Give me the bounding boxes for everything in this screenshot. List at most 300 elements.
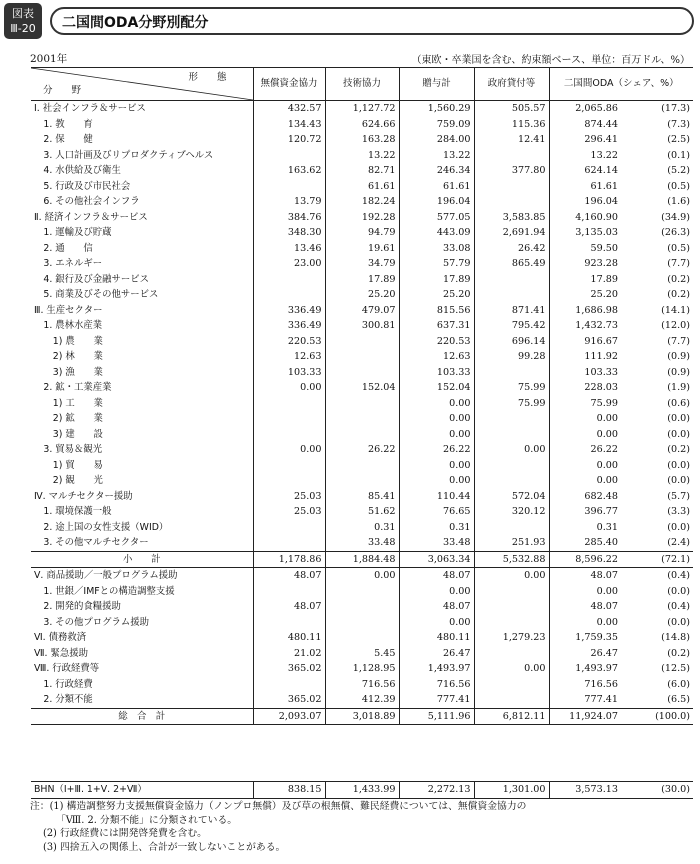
row-label: 3. その他プログラム援助: [34, 616, 149, 628]
share-cell: (14.8): [661, 632, 691, 643]
grant-total-cell: 48.07: [399, 599, 474, 615]
grant-total-cell: 0.00: [399, 411, 474, 427]
bilateral-oda-cell: 285.40: [549, 535, 621, 551]
grant-aid-cell: 134.43: [253, 117, 325, 133]
grant-total-cell: 110.44: [399, 489, 474, 505]
technical-cooperation-cell: 85.41: [325, 489, 399, 505]
row-label: 1) 農 業: [34, 335, 103, 347]
share-cell: (1.6): [667, 196, 691, 207]
row-label: BHN（Ⅰ+Ⅲ. 1+Ⅴ. 2+Ⅶ）: [34, 784, 147, 795]
row-label: Ⅷ. 行政経費等: [34, 663, 100, 674]
row-label: 3. その他マルチセクター: [34, 537, 149, 548]
grant-aid-cell: 21.02: [253, 646, 325, 662]
table-row: [31, 148, 693, 164]
bilateral-oda-cell: 48.07: [549, 599, 621, 615]
share-cell: (0.4): [667, 570, 691, 581]
row-label: 2) 林 業: [34, 351, 103, 362]
grant-aid-cell: 480.11: [253, 630, 325, 646]
bilateral-oda-cell: 17.89: [549, 272, 621, 288]
table-row: [31, 396, 693, 412]
grant-aid-cell: [253, 148, 325, 164]
row-label: 2. 鉱・工業産業: [34, 382, 112, 393]
technical-cooperation-cell: [325, 427, 399, 443]
bilateral-oda-cell: 196.04: [549, 194, 621, 210]
col-header-grant-aid: 無償資金協力: [253, 68, 325, 101]
table-row: [31, 692, 693, 708]
technical-cooperation-cell: 25.20: [325, 287, 399, 303]
grant-total-cell: 103.33: [399, 365, 474, 381]
government-loans-cell: [474, 194, 549, 210]
grant-total-cell: 76.65: [399, 504, 474, 520]
grant-aid-cell: [253, 458, 325, 474]
technical-cooperation-cell: 412.39: [325, 692, 399, 708]
year-label: 2001年: [30, 53, 68, 65]
grant-aid-cell: 336.49: [253, 318, 325, 334]
grant-aid-cell: 365.02: [253, 692, 325, 708]
grant-aid-cell: 48.07: [253, 568, 325, 584]
grant-total-cell: 1,560.29: [399, 101, 474, 117]
technical-cooperation-cell: 19.61: [325, 241, 399, 257]
row-label: 2. 通 信: [34, 242, 93, 254]
grant-total-cell: 25.20: [399, 287, 474, 303]
table-row: [31, 380, 693, 396]
grant-total-cell: 246.34: [399, 163, 474, 179]
technical-cooperation-cell: 34.79: [325, 256, 399, 272]
grant-aid-cell: 13.79: [253, 194, 325, 210]
grant-aid-cell: 13.46: [253, 241, 325, 257]
row-label: 1. 農林水産業: [34, 320, 103, 331]
bilateral-oda-cell: 1,686.98: [549, 303, 621, 319]
grant-aid-cell: 12.63: [253, 349, 325, 365]
bilateral-oda-cell: 396.77: [549, 504, 621, 520]
government-loans-cell: [474, 473, 549, 489]
row-label: 3. 貿易＆観光: [34, 444, 103, 455]
grant-aid-cell: 384.76: [253, 210, 325, 226]
grant-aid-cell: [253, 287, 325, 303]
government-loans-cell: [474, 148, 549, 164]
table-row: [31, 163, 693, 179]
grant-total-cell: 0.00: [399, 427, 474, 443]
grant-total-cell: 0.00: [399, 396, 474, 412]
grant-aid-cell: [253, 677, 325, 693]
bilateral-oda-cell: 59.50: [549, 241, 621, 257]
government-loans-cell: [474, 677, 549, 693]
bilateral-oda-cell: 2,065.86: [549, 101, 621, 117]
share-cell: (100.0): [621, 708, 693, 725]
share-cell: (0.6): [667, 397, 691, 409]
table-body-other: [31, 568, 693, 709]
table-row: [31, 179, 693, 195]
grant-total-cell: 443.09: [399, 225, 474, 241]
bilateral-oda-cell: 48.07: [549, 568, 621, 584]
bilateral-oda-cell: 0.00: [549, 615, 621, 631]
bilateral-oda-cell: 75.99: [549, 396, 621, 412]
row-label: 2. 分類不能: [34, 694, 93, 705]
government-loans-cell: 251.93: [474, 535, 549, 551]
grant-aid-cell: 25.03: [253, 504, 325, 520]
government-loans-cell: [474, 272, 549, 288]
table-row: [31, 241, 693, 257]
grant-aid-cell: 163.62: [253, 163, 325, 179]
bilateral-oda-cell: 923.28: [549, 256, 621, 272]
technical-cooperation-cell: 0.31: [325, 520, 399, 536]
government-loans-cell: [474, 365, 549, 381]
table-row: [31, 630, 693, 646]
technical-cooperation-cell: [325, 599, 399, 615]
technical-cooperation-cell: 152.04: [325, 380, 399, 396]
bhn-body: [31, 782, 693, 799]
bilateral-oda-cell: 61.61: [549, 179, 621, 195]
share-cell: (0.4): [667, 601, 691, 612]
table-row: [31, 708, 693, 725]
government-loans-cell: [474, 692, 549, 708]
government-loans-cell: 2,691.94: [474, 225, 549, 241]
bilateral-oda-cell: 0.31: [549, 520, 621, 536]
row-label: 1. 運輸及び貯蔵: [34, 227, 112, 238]
note-2: (2) 行政経費には開発啓発費を含む。: [43, 828, 207, 839]
grant-aid-cell: 220.53: [253, 334, 325, 350]
government-loans-cell: 1,279.23: [474, 630, 549, 646]
bilateral-oda-cell: 13.22: [549, 148, 621, 164]
table-row: [31, 334, 693, 350]
grant-aid-cell: [253, 520, 325, 536]
row-label: Ⅰ. 社会インフラ＆サービス: [34, 103, 146, 114]
technical-cooperation-cell: 1,433.99: [325, 782, 399, 799]
grant-aid-cell: 348.30: [253, 225, 325, 241]
technical-cooperation-cell: [325, 396, 399, 412]
table-row: [31, 442, 693, 458]
bilateral-oda-cell: 716.56: [549, 677, 621, 693]
table-row: [31, 504, 693, 520]
grant-aid-cell: 23.00: [253, 256, 325, 272]
government-loans-cell: [474, 646, 549, 662]
row-label: 2) 鉱 業: [34, 413, 103, 424]
grant-aid-cell: [253, 396, 325, 412]
technical-cooperation-cell: 94.79: [325, 225, 399, 241]
share-cell: (7.3): [667, 118, 691, 130]
bilateral-oda-cell: 4,160.90: [549, 210, 621, 226]
share-cell: (0.2): [667, 444, 691, 455]
government-loans-cell: 572.04: [474, 489, 549, 505]
grant-total-cell: 577.05: [399, 210, 474, 226]
technical-cooperation-cell: 26.22: [325, 442, 399, 458]
bilateral-oda-cell: 8,596.22: [549, 551, 621, 568]
row-label: 1. 世銀／IMFとの構造調整支援: [34, 585, 175, 597]
grant-total-cell: 0.00: [399, 473, 474, 489]
table-row: [31, 677, 693, 693]
table-row: [31, 568, 693, 584]
government-loans-cell: 320.12: [474, 504, 549, 520]
share-cell: (0.0): [667, 616, 691, 628]
row-label: 5. 行政及び市民社会: [34, 180, 131, 192]
government-loans-cell: 115.36: [474, 117, 549, 133]
figure-tag: [4, 3, 42, 39]
table-row: [31, 427, 693, 443]
government-loans-cell: 377.80: [474, 163, 549, 179]
table-row: [31, 210, 693, 226]
bilateral-oda-cell: 777.41: [549, 692, 621, 708]
grant-total-cell: 57.79: [399, 256, 474, 272]
row-label: 6. その他社会インフラ: [34, 196, 140, 207]
technical-cooperation-cell: [325, 349, 399, 365]
table-row: [31, 194, 693, 210]
government-loans-cell: [474, 615, 549, 631]
table-row: [31, 489, 693, 505]
table-row: [31, 520, 693, 536]
grant-total-cell: 1,493.97: [399, 661, 474, 677]
government-loans-cell: 0.00: [474, 442, 549, 458]
technical-cooperation-cell: 82.71: [325, 163, 399, 179]
bilateral-oda-cell: 682.48: [549, 489, 621, 505]
row-label: 3) 建 設: [34, 428, 103, 440]
government-loans-cell: [474, 411, 549, 427]
government-loans-cell: 5,532.88: [474, 551, 549, 568]
grant-aid-cell: 838.15: [253, 782, 325, 799]
bilateral-oda-cell: 874.44: [549, 117, 621, 133]
col-header-bilateral-oda-share: 二国間ODA（シェア、%）: [549, 68, 693, 101]
technical-cooperation-cell: 479.07: [325, 303, 399, 319]
government-loans-cell: 26.42: [474, 241, 549, 257]
government-loans-cell: 795.42: [474, 318, 549, 334]
technical-cooperation-cell: 51.62: [325, 504, 399, 520]
grant-aid-cell: [253, 427, 325, 443]
table-row: [31, 132, 693, 148]
share-cell: (0.5): [667, 180, 691, 192]
technical-cooperation-cell: [325, 334, 399, 350]
row-label: Ⅵ. 債務救済: [34, 632, 87, 643]
technical-cooperation-cell: 5.45: [325, 646, 399, 662]
grant-total-cell: 13.22: [399, 148, 474, 164]
table-row: [31, 646, 693, 662]
bilateral-oda-cell: 26.22: [549, 442, 621, 458]
bilateral-oda-cell: 0.00: [549, 473, 621, 489]
row-label: 総 合 計: [31, 708, 253, 725]
technical-cooperation-cell: [325, 458, 399, 474]
share-cell: (30.0): [661, 784, 690, 795]
table-row: [31, 256, 693, 272]
grant-total-cell: 220.53: [399, 334, 474, 350]
note-3: (3) 四捨五入の関係上、合計が一致しないことがある。: [43, 841, 286, 853]
col-header-grant-total: 贈与計: [399, 68, 474, 101]
government-loans-cell: 0.00: [474, 661, 549, 677]
header-corner-cell: [31, 68, 253, 101]
share-cell: (0.0): [667, 585, 691, 597]
bilateral-oda-cell: 0.00: [549, 458, 621, 474]
technical-cooperation-cell: 3,018.89: [325, 708, 399, 725]
share-cell: (0.0): [667, 428, 691, 440]
bilateral-oda-cell: 1,759.35: [549, 630, 621, 646]
grant-aid-cell: [253, 411, 325, 427]
grant-aid-cell: 2,093.07: [253, 708, 325, 725]
technical-cooperation-cell: [325, 365, 399, 381]
bilateral-oda-cell: 0.00: [549, 427, 621, 443]
grant-aid-cell: 365.02: [253, 661, 325, 677]
share-cell: (12.5): [661, 663, 691, 674]
grant-aid-cell: 432.57: [253, 101, 325, 117]
government-loans-cell: [474, 179, 549, 195]
grant-total-cell: 5,111.96: [399, 708, 474, 725]
technical-cooperation-cell: 0.00: [325, 568, 399, 584]
row-label: 小 計: [31, 551, 253, 568]
government-loans-cell: [474, 287, 549, 303]
grant-aid-cell: [253, 272, 325, 288]
grant-total-cell: 2,272.13: [399, 782, 474, 799]
technical-cooperation-cell: 192.28: [325, 210, 399, 226]
table-row: [31, 101, 693, 117]
row-label: 2. 開発的食糧援助: [34, 601, 121, 612]
government-loans-cell: 75.99: [474, 396, 549, 412]
share-cell: (0.0): [667, 459, 691, 471]
row-label: 1. 行政経費: [34, 678, 93, 690]
row-label: 1) 工 業: [34, 397, 103, 409]
row-label: 5. 商業及びその他サービス: [34, 289, 159, 300]
grant-total-cell: 759.09: [399, 117, 474, 133]
grant-aid-cell: [253, 473, 325, 489]
row-label: 2) 観 光: [34, 475, 103, 486]
table-row: [31, 535, 693, 551]
technical-cooperation-cell: [325, 411, 399, 427]
government-loans-cell: 6,812.11: [474, 708, 549, 725]
share-cell: (5.2): [667, 165, 691, 176]
table-body-total: [31, 708, 693, 725]
grant-aid-cell: [253, 584, 325, 600]
bilateral-oda-cell: 11,924.07: [549, 708, 621, 725]
bilateral-oda-cell: 26.47: [549, 646, 621, 662]
row-label: 2. 途上国の女性支援（WID）: [34, 521, 169, 533]
bilateral-oda-cell: 111.92: [549, 349, 621, 365]
government-loans-cell: 75.99: [474, 380, 549, 396]
table-row: [31, 365, 693, 381]
row-label: 4. 銀行及び金融サービス: [34, 273, 150, 285]
grant-total-cell: 17.89: [399, 272, 474, 288]
table-row: [31, 458, 693, 474]
technical-cooperation-cell: 17.89: [325, 272, 399, 288]
government-loans-cell: [474, 427, 549, 443]
row-label: Ⅳ. マルチセクター援助: [34, 490, 133, 502]
grant-total-cell: 716.56: [399, 677, 474, 693]
share-cell: (0.0): [667, 475, 691, 486]
grant-aid-cell: 48.07: [253, 599, 325, 615]
share-cell: (0.9): [667, 366, 691, 378]
grant-total-cell: 0.00: [399, 458, 474, 474]
figure-title: 二国間ODA分野別配分: [62, 15, 209, 31]
technical-cooperation-cell: 182.24: [325, 194, 399, 210]
bilateral-oda-cell: 228.03: [549, 380, 621, 396]
table-row: [31, 287, 693, 303]
table-row: [31, 782, 693, 799]
share-cell: (6.5): [667, 694, 691, 705]
grant-total-cell: 0.00: [399, 615, 474, 631]
government-loans-cell: 505.57: [474, 101, 549, 117]
table-row: [31, 272, 693, 288]
table-body-subtotal: [31, 551, 693, 568]
bilateral-oda-cell: 3,135.03: [549, 225, 621, 241]
bilateral-oda-cell: 103.33: [549, 365, 621, 381]
row-label: 1. 環境保護一般: [34, 506, 112, 517]
table-row: [31, 225, 693, 241]
technical-cooperation-cell: 716.56: [325, 677, 399, 693]
grant-total-cell: 284.00: [399, 132, 474, 148]
technical-cooperation-cell: [325, 584, 399, 600]
notes: [30, 800, 695, 854]
unit-conditions: （東欧・卒業国を含む、約束額ベース、単位：百万ドル、%）: [411, 55, 690, 66]
col-header-government-loans: 政府貸付等: [474, 68, 549, 101]
technical-cooperation-cell: 1,127.72: [325, 101, 399, 117]
bilateral-oda-cell: 0.00: [549, 584, 621, 600]
table-row: [31, 117, 693, 133]
row-label: 2. 保 健: [34, 134, 93, 145]
technical-cooperation-cell: 13.22: [325, 148, 399, 164]
row-label: 4. 水供給及び衛生: [34, 165, 121, 176]
bilateral-oda-cell: 3,573.13: [549, 782, 621, 799]
row-label: Ⅴ. 商品援助／一般プログラム援助: [34, 570, 178, 581]
oda-allocation-table: [31, 67, 693, 725]
technical-cooperation-cell: 300.81: [325, 318, 399, 334]
share-cell: (0.9): [667, 351, 691, 362]
grant-total-cell: 48.07: [399, 568, 474, 584]
government-loans-cell: 3,583.85: [474, 210, 549, 226]
figure-tag-line1: 図表: [12, 7, 34, 20]
grant-total-cell: 777.41: [399, 692, 474, 708]
row-label: 3) 漁 業: [34, 366, 103, 378]
grant-total-cell: 0.31: [399, 520, 474, 536]
title-bar: [50, 7, 694, 35]
share-cell: (5.7): [667, 490, 691, 502]
grant-aid-cell: [253, 179, 325, 195]
bilateral-oda-cell: 624.14: [549, 163, 621, 179]
government-loans-cell: 865.49: [474, 256, 549, 272]
technical-cooperation-cell: 624.66: [325, 117, 399, 133]
share-cell: (0.0): [667, 521, 691, 533]
bilateral-oda-cell: 916.67: [549, 334, 621, 350]
technical-cooperation-cell: [325, 615, 399, 631]
grant-total-cell: 33.08: [399, 241, 474, 257]
grant-aid-cell: [253, 615, 325, 631]
government-loans-cell: 696.14: [474, 334, 549, 350]
bhn-table: [31, 781, 693, 799]
grant-total-cell: 480.11: [399, 630, 474, 646]
technical-cooperation-cell: 1,128.95: [325, 661, 399, 677]
bilateral-oda-cell: 1,493.97: [549, 661, 621, 677]
share-cell: (0.2): [667, 647, 691, 659]
technical-cooperation-cell: [325, 630, 399, 646]
grant-aid-cell: [253, 535, 325, 551]
technical-cooperation-cell: 1,884.48: [325, 551, 399, 568]
technical-cooperation-cell: 163.28: [325, 132, 399, 148]
grant-total-cell: 196.04: [399, 194, 474, 210]
grant-aid-cell: 0.00: [253, 442, 325, 458]
share-cell: (0.2): [667, 289, 691, 300]
table-row: [31, 551, 693, 568]
technical-cooperation-cell: 33.48: [325, 535, 399, 551]
bilateral-oda-cell: 25.20: [549, 287, 621, 303]
table-row: [31, 473, 693, 489]
government-loans-cell: 99.28: [474, 349, 549, 365]
grant-total-cell: 0.00: [399, 584, 474, 600]
bilateral-oda-cell: 0.00: [549, 411, 621, 427]
share-cell: (26.3): [661, 227, 691, 238]
share-cell: (0.0): [667, 413, 691, 424]
grant-total-cell: 61.61: [399, 179, 474, 195]
col-header-technical-cooperation: 技術協力: [325, 68, 399, 101]
row-label: Ⅶ. 緊急援助: [34, 647, 88, 659]
figure-tag-line2: Ⅲ-20: [10, 22, 36, 35]
grant-total-cell: 3,063.34: [399, 551, 474, 568]
table-row: [31, 318, 693, 334]
grant-total-cell: 637.31: [399, 318, 474, 334]
grant-total-cell: 815.56: [399, 303, 474, 319]
table-row: [31, 349, 693, 365]
